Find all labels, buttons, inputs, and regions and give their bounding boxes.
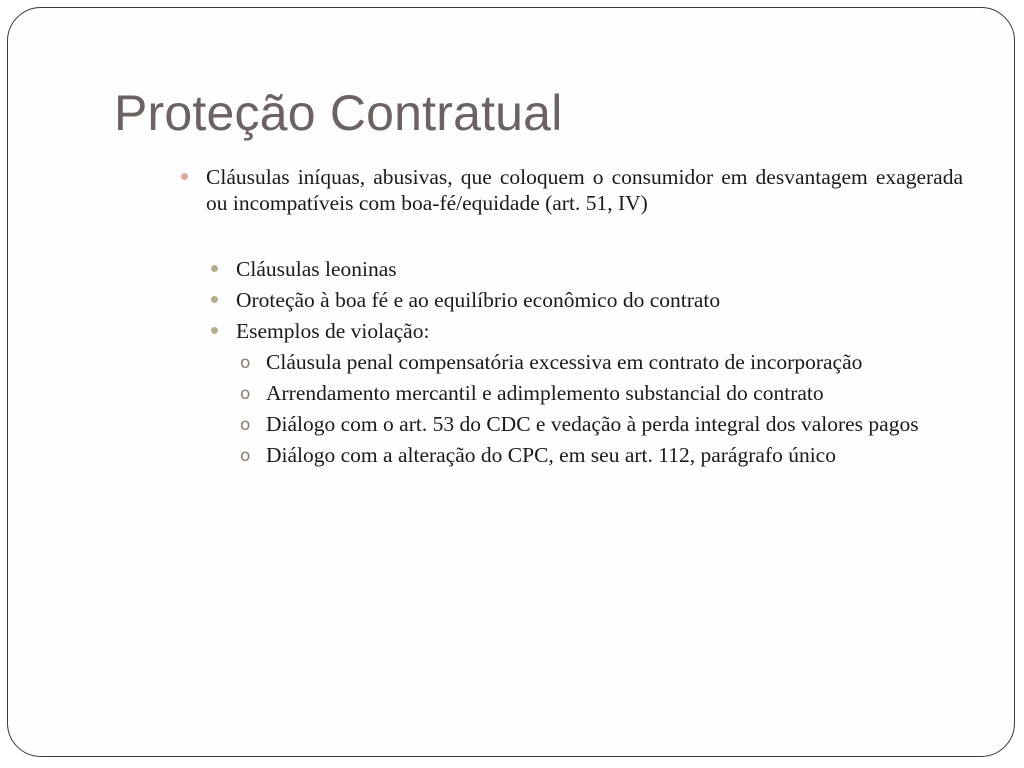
bullet-clausulas-leoninas	[210, 256, 963, 282]
circle-bullet-icon: o	[240, 446, 251, 466]
subbullet-text: Diálogo com o art. 53 do CDC e vedação à perda integral dos valores pagos	[266, 412, 919, 436]
circle-bullet-icon: o	[240, 353, 251, 373]
subbullet-dialogo-cpc	[240, 442, 963, 468]
bullet-text: Esemplos de violação:	[236, 319, 430, 343]
circle-bullet-icon: o	[240, 415, 251, 435]
bullet-text: Oroteção à boa fé e ao equilíbrio econômico do contrato	[236, 288, 721, 312]
bullet-text: Cláusulas leoninas	[236, 257, 397, 281]
slide-body	[180, 164, 963, 468]
subbullet-clausula-penal	[240, 349, 963, 375]
bullet-dot-icon	[181, 173, 188, 180]
subbullet-text: Cláusula penal compensatória excessiva em contrato de incorporação	[266, 350, 863, 374]
bullet-dot-icon	[211, 327, 218, 334]
slide-title: Proteção Contratual	[114, 85, 563, 141]
bullet-text: Cláusulas iníquas, abusivas, que coloquem o consumidor em desvantagem exagerada ou incompatíveis com boa-fé/equidade (art. 51, IV)	[206, 165, 963, 215]
bullet-protecao-boa-fe	[210, 287, 963, 313]
subbullet-dialogo-cdc	[240, 411, 963, 437]
bullet-exemplos-violacao	[210, 318, 963, 344]
subbullet-arrendamento	[240, 380, 963, 406]
bullet-dot-icon	[211, 265, 218, 272]
subbullet-text: Arrendamento mercantil e adimplemento substancial do contrato	[266, 381, 824, 405]
bullet-clausulas-iniquas	[180, 164, 963, 216]
subbullet-text: Diálogo com a alteração do CPC, em seu art. 112, parágrafo único	[266, 443, 836, 467]
circle-bullet-icon: o	[240, 384, 251, 404]
bullet-dot-icon	[211, 296, 218, 303]
